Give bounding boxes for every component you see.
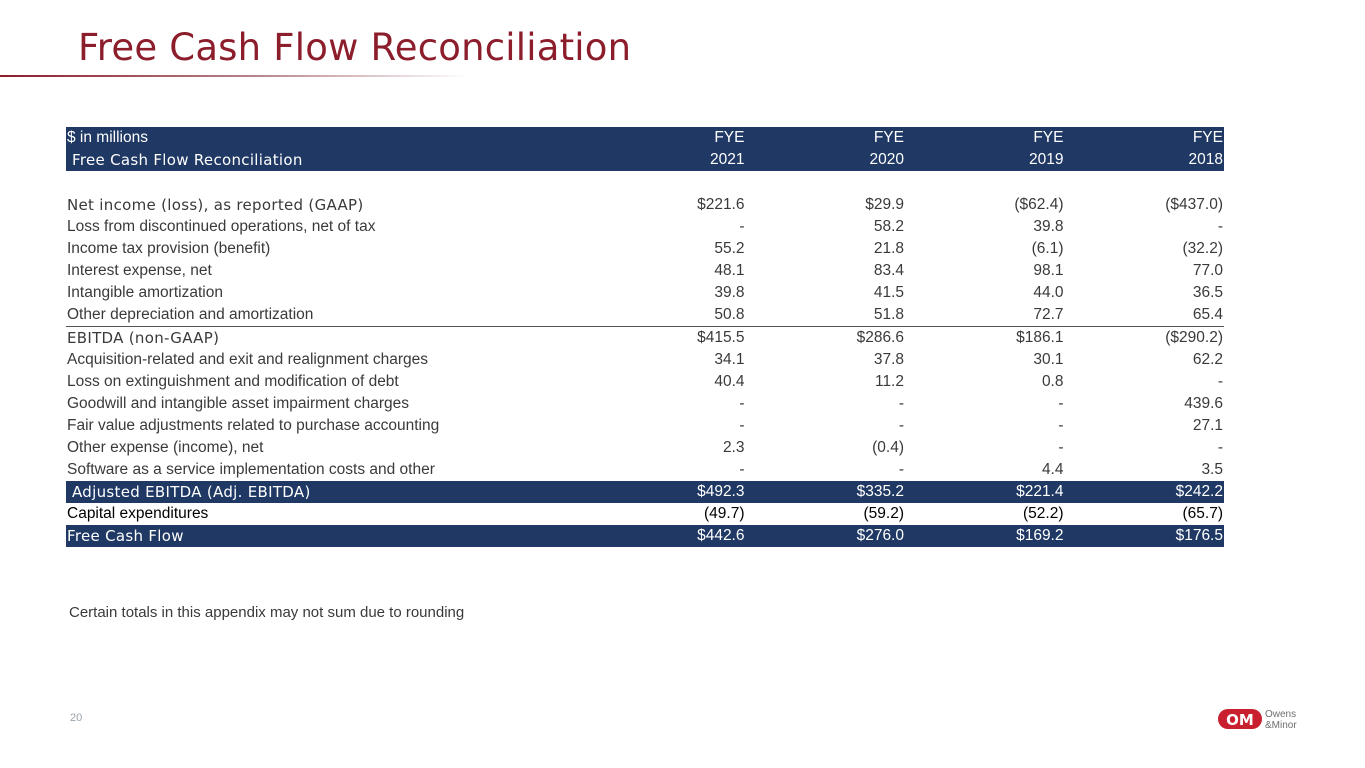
period-label: FYE: [905, 127, 1065, 149]
cell-value: -: [898, 417, 904, 434]
table-row: [66, 304, 1224, 327]
cell-value: -: [898, 461, 904, 478]
row-label: Other expense (income), net: [67, 439, 264, 456]
row-label: Adjusted EBITDA (Adj. EBITDA): [66, 481, 586, 503]
row-label: Intangible amortization: [67, 284, 223, 301]
cell-value: (49.7): [704, 505, 745, 522]
cell-value: -: [1217, 218, 1223, 235]
cell-value: 34.1: [714, 351, 745, 368]
table-row: [66, 238, 1224, 260]
table-row: [66, 437, 1224, 459]
cell-value: $221.6: [697, 196, 745, 213]
row-label: Software as a service implementation costs and other: [67, 461, 435, 478]
cell-value: -: [739, 461, 745, 478]
table-row: [66, 260, 1224, 282]
table-row: [66, 415, 1224, 437]
cell-value: 50.8: [586, 304, 746, 327]
spacer-row: [66, 171, 1224, 194]
cell-value: 40.4: [714, 373, 745, 390]
table-header-row: [66, 149, 1224, 171]
units-label: $ in millions: [66, 127, 586, 149]
cell-value: 44.0: [1033, 284, 1064, 301]
cell-value: 21.8: [873, 240, 904, 257]
cell-value: 39.8: [1033, 218, 1064, 235]
logo-mark-text: OM: [1226, 711, 1254, 729]
cell-value: -: [1058, 417, 1064, 434]
cell-value: 55.2: [714, 240, 745, 257]
cell-value: 41.5: [873, 284, 904, 301]
cell-value: 37.8: [873, 351, 904, 368]
logo-line-2: &Minor: [1265, 720, 1297, 731]
cell-value: $335.2: [746, 481, 906, 503]
cell-value: (65.7): [1182, 505, 1223, 522]
cell-value: 51.8: [746, 304, 906, 327]
table-row: [66, 371, 1224, 393]
row-label: Income tax provision (benefit): [67, 240, 271, 257]
cell-value: 439.6: [1184, 395, 1223, 412]
cell-value: -: [1058, 395, 1064, 412]
table-row: [66, 327, 1224, 350]
adjusted-ebitda-row: [66, 481, 1224, 503]
cell-value: (6.1): [1031, 240, 1064, 257]
table-row: [66, 393, 1224, 415]
fcf-reconciliation-table: [66, 127, 1224, 547]
page-number: 20: [70, 712, 83, 724]
year-label: 2020: [746, 149, 906, 171]
cell-value: 0.8: [1041, 373, 1064, 390]
cell-value: ($290.2): [1165, 329, 1223, 346]
cell-value: (0.4): [872, 439, 904, 456]
period-label: FYE: [746, 127, 906, 149]
row-label: EBITDA (non-GAAP): [67, 329, 220, 347]
cell-value: (32.2): [1182, 240, 1223, 257]
free-cash-flow-row: [66, 525, 1224, 547]
cell-value: -: [739, 417, 745, 434]
cell-value: 62.2: [1192, 351, 1223, 368]
cell-value: 27.1: [1192, 417, 1223, 434]
row-label: Net income (loss), as reported (GAAP): [67, 196, 364, 214]
cell-value: -: [739, 218, 745, 235]
table-row: [66, 349, 1224, 371]
row-label: Other depreciation and amortization: [66, 304, 586, 327]
cell-value: $286.6: [856, 329, 904, 346]
table-subtitle: Free Cash Flow Reconciliation: [66, 149, 586, 171]
cell-value: $492.3: [586, 481, 746, 503]
row-label: Capital expenditures: [67, 505, 209, 522]
cell-value: (59.2): [863, 505, 904, 522]
cell-value: $169.2: [905, 525, 1065, 547]
cell-value: -: [898, 395, 904, 412]
cell-value: ($62.4): [1014, 196, 1064, 213]
cell-value: 48.1: [714, 262, 745, 279]
cell-value: 2.3: [722, 439, 745, 456]
cell-value: 4.4: [1041, 461, 1064, 478]
cell-value: (52.2): [1023, 505, 1064, 522]
cell-value: 72.7: [905, 304, 1065, 327]
cell-value: -: [739, 395, 745, 412]
cell-value: ($437.0): [1165, 196, 1223, 213]
cell-value: 77.0: [1192, 262, 1223, 279]
table-row: [66, 282, 1224, 304]
year-label: 2021: [586, 149, 746, 171]
cell-value: 30.1: [1033, 351, 1064, 368]
cell-value: -: [1217, 439, 1223, 456]
cell-value: $29.9: [865, 196, 904, 213]
year-label: 2019: [905, 149, 1065, 171]
row-label: Goodwill and intangible asset impairment charges: [67, 395, 410, 412]
row-label: Fair value adjustments related to purchase accounting: [67, 417, 440, 434]
cell-value: 98.1: [1033, 262, 1064, 279]
row-label: Loss from discontinued operations, net of tax: [67, 218, 376, 235]
table-row: [66, 194, 1224, 216]
cell-value: $442.6: [586, 525, 746, 547]
cell-value: -: [1217, 373, 1223, 390]
cell-value: $186.1: [1016, 329, 1064, 346]
cell-value: $242.2: [1065, 481, 1225, 503]
table-row: [66, 503, 1224, 525]
cell-value: 3.5: [1201, 461, 1223, 478]
cell-value: -: [1058, 439, 1064, 456]
row-label: Acquisition-related and exit and realignment charges: [67, 351, 429, 368]
cell-value: 39.8: [714, 284, 745, 301]
logo-line-1: Owens: [1265, 709, 1297, 720]
cell-value: 83.4: [873, 262, 904, 279]
cell-value: $276.0: [746, 525, 906, 547]
cell-value: $176.5: [1065, 525, 1225, 547]
cell-value: 58.2: [873, 218, 904, 235]
cell-value: 36.5: [1192, 284, 1223, 301]
cell-value: $415.5: [697, 329, 745, 346]
table-header-row: [66, 127, 1224, 149]
row-label: Loss on extinguishment and modification of debt: [67, 373, 399, 390]
period-label: FYE: [1065, 127, 1225, 149]
table-row: [66, 216, 1224, 238]
row-label: Interest expense, net: [67, 262, 212, 279]
period-label: FYE: [586, 127, 746, 149]
row-label: Free Cash Flow: [66, 525, 586, 547]
table-row: [66, 459, 1224, 481]
cell-value: 65.4: [1065, 304, 1225, 327]
owens-minor-logo: [1218, 705, 1314, 731]
rounding-footnote: Certain totals in this appendix may not sum due to rounding: [69, 604, 465, 621]
title-underline: [0, 75, 470, 77]
year-label: 2018: [1065, 149, 1225, 171]
cell-value: 11.2: [874, 373, 904, 390]
slide-title: Free Cash Flow Reconciliation: [78, 26, 632, 69]
cell-value: $221.4: [905, 481, 1065, 503]
